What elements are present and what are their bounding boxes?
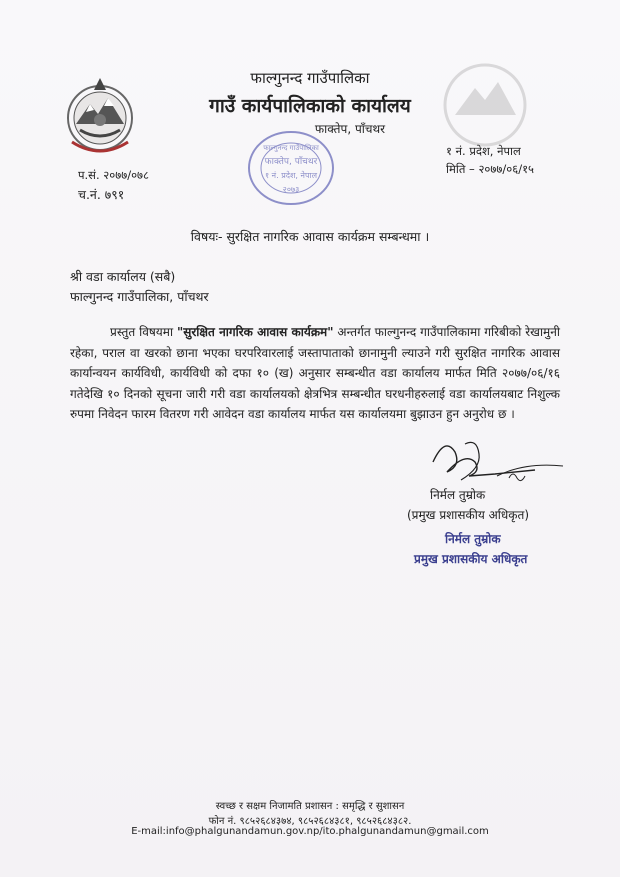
body-text-1: प्रस्तुत विषयमा xyxy=(110,325,177,339)
footer-motto: स्वच्छ र सक्षम निजामति प्रशासन : समृद्धि र सुशासन xyxy=(215,801,405,812)
municipality-name: फाल्गुनन्द गाउँपालिका xyxy=(250,69,370,87)
footer-email: E-mail:info@phalgunandamun.gov.np/ito.phalgunandamun@gmail.com xyxy=(131,826,489,837)
office-title: गाउँ कार्यपालिकाको कार्यालय xyxy=(209,95,411,117)
office-seal-icon xyxy=(245,128,337,208)
recipient-line-2: फाल्गुनन्द गाउँपालिका, पाँचथर xyxy=(70,289,209,304)
fiscal-year-ref: प.सं. २०७७/०७८ xyxy=(78,168,150,182)
office-location: फाक्तेप, पाँचथर xyxy=(314,122,386,136)
letter-subject: विषयः- सुरक्षित नागरिक आवास कार्यक्रम सम्बन्धमा । xyxy=(190,229,430,244)
letter-body xyxy=(70,322,560,425)
body-program-name: "सुरक्षित नागरिक आवास कार्यक्रम" xyxy=(176,325,334,339)
dispatch-number: च.नं. ७९१ xyxy=(78,187,125,202)
body-text-2: अन्तर्गत फाल्गुनन्द गाउँपालिकामा गरिबीको रेखामुनी रहेका, पराल वा खरको छाना भएका घरपरिवारलाई जस्तापाताको छानामुनी ल्याउने गरी सुरक्षित नागरिक आवास कार्यान्वयन कार्यविधी, कार्यविधी को दफा १० (ख) अनुसार सम्बन्धीत वडा कार्यालय मार्फत मिति २०७७/०६/१६ गतेदेखि १० दिनको सूचना जारी गरी वडा कार्यालयको क्षेत्रभित्र सम्बन्धीत घरधनीहरुलाई वडा कार्यालयबाट निशुल्क रुपमा निवेदन फारम वितरण गरी आवेदन वडा कार्यालय मार्फत यस कार्यालयमा बुझाउन हुन अनुरोध छ । xyxy=(70,325,560,421)
seal-text-mid: फाक्तेप, पाँचथर xyxy=(264,157,318,167)
stamp-title: प्रमुख प्रशासकीय अधिकृत xyxy=(414,552,528,566)
signatory-name: निर्मल तुम्रोक xyxy=(430,488,486,502)
recipient-line-1: श्री वडा कार्यालय (सबै) xyxy=(70,269,176,284)
seal-year: २०७३ xyxy=(282,185,300,194)
seal-text-bottom: १ नं. प्रदेश, नेपाल xyxy=(264,171,318,180)
footer-phone: फोन नं. ९८५२६८४३७४, ९८५२६८४३८१, ९८५२६८४३८२. xyxy=(208,816,412,827)
province-address: १ नं. प्रदेश, नेपाल xyxy=(446,144,521,158)
seal-text-top: फाल्गुनन्द गाउँपालिका xyxy=(263,144,319,152)
handwritten-signature-icon xyxy=(425,432,565,492)
stamp-name: निर्मल तुम्रोक xyxy=(445,532,501,546)
letter-date: मिति – २०७७/०६/१५ xyxy=(446,162,535,176)
signatory-title: (प्रमुख प्रशासकीय अधिकृत) xyxy=(407,508,530,522)
